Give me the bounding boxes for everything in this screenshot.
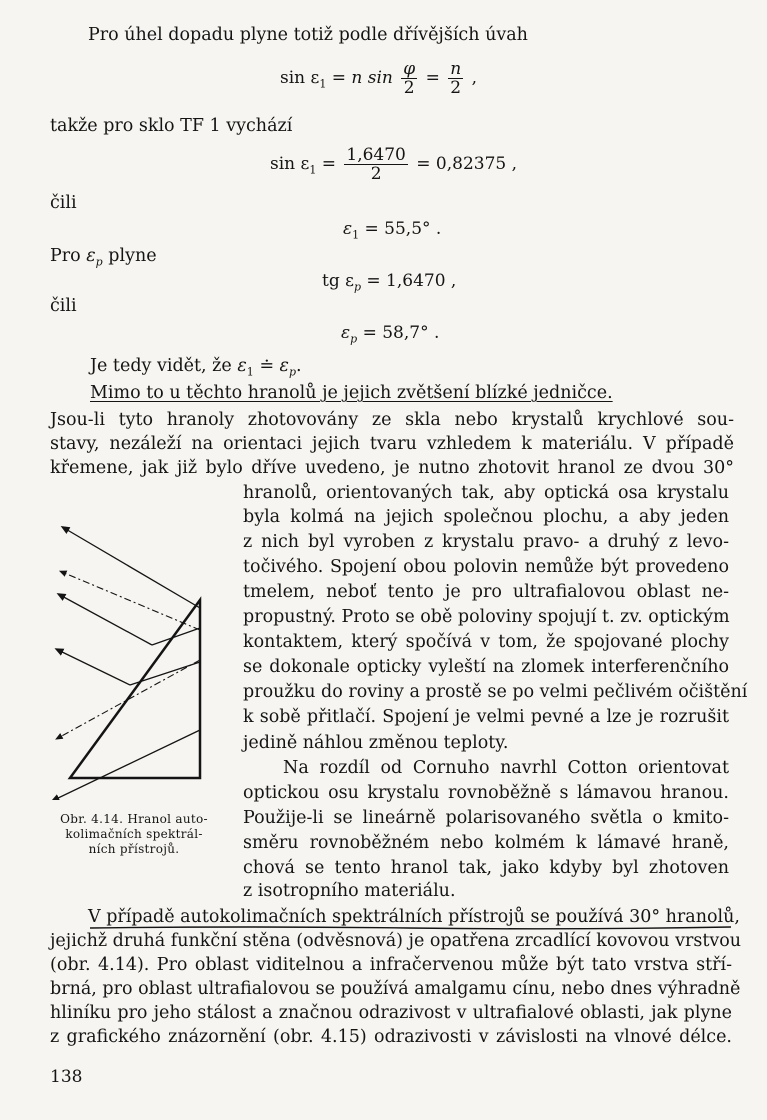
- text-line: točivého. Spojení obou polovin nemůže být provedeno: [243, 557, 729, 577]
- equation-incidence-angle: $\sin \varepsilon_1 = n$ sin $\frac{\varphi}{2}$ = $\frac{n}{2}$ ,: [280, 59, 477, 98]
- text-line: Použije-li se lineárně polarisovaného světla o kmito-: [243, 808, 729, 828]
- text-line: Jsou-li tyto hranoly zhotovovány ze skla nebo krystalů krychlové sou-: [50, 410, 734, 430]
- ray-line: [152, 628, 200, 645]
- figure-caption: Obr. 4.14. Hranol auto- kolimačních spektrál- ních přístrojů.: [60, 812, 208, 856]
- text-line: tmelem, neboť tento je pro ultrafialovou oblast ne-: [243, 582, 729, 602]
- text-line: propustný. Proto se obě poloviny spojují t. zv. optickým: [243, 607, 730, 627]
- text-line: se dokonale opticky vyleští na zlomek interferenčního: [243, 657, 729, 677]
- text-line: brná, pro oblast ultrafialovou se používá amalgamu cínu, nebo dnes výhradně: [50, 979, 741, 999]
- text-line: takže pro sklo TF 1 vychází: [50, 116, 293, 136]
- ray-line: [58, 650, 130, 685]
- ray-line: [58, 660, 200, 738]
- ray-line: [64, 528, 200, 608]
- equation-sin-value: $\sin \varepsilon_1$ = $\frac{1,6470}{2}$ = 0,82375 ,: [270, 145, 518, 184]
- text-line: optickou osu krystalu rovnoběžně s lámavou hranou.: [243, 783, 729, 803]
- prism-outline: [70, 600, 200, 778]
- underlined-sentence: V případě autokolimačních spektrálních přístrojů se používá 30° hranolů,: [88, 907, 740, 927]
- text-line: Na rozdíl od Cornuho navrhl Cotton orientovat: [283, 758, 729, 778]
- ray-line: [60, 595, 152, 645]
- text-line: hliníku pro jeho stálost a značnou odrazivost v ultrafialové oblasti, jak plyne: [50, 1003, 732, 1023]
- ray-line: [62, 572, 200, 630]
- text-line: byla kolmá na jejich společnou plochu, a aby jeden: [243, 507, 729, 527]
- underlined-sentence: Mimo to u těchto hranolů je jejich zvětšení blízké jedničce.: [90, 383, 613, 403]
- text-line: čili: [50, 296, 77, 316]
- text-line: jejichž druhá funkční stěna (odvěsnová) je opatřena zrcadlící kovovou vrstvou: [50, 931, 742, 951]
- text-line: k sobě přitlačí. Spojení je velmi pevné a lze je rozrušit: [243, 707, 729, 727]
- equation-epsilon-one: $\varepsilon_1 = 55,5^\circ$ .: [343, 219, 442, 242]
- hand-underline: [88, 925, 733, 931]
- text-line: Pro $\varepsilon_p$ plyne: [50, 246, 157, 269]
- page-number: 138: [50, 1067, 83, 1087]
- text-line: křemene, jak již bylo dříve uvedeno, je nutno zhotovit hranol ze dvou 30°: [50, 458, 734, 478]
- text-line: směru rovnoběžném nebo kolmém k lámavé hraně,: [243, 833, 729, 853]
- text-line: z grafického znázornění (obr. 4.15) odrazivosti v závislosti na vlnové délce.: [50, 1027, 732, 1047]
- text-line: jedině náhlou změnou teploty.: [243, 733, 509, 753]
- text-line: hranolů, orientovaných tak, aby optická osa krystalu: [243, 483, 729, 503]
- text-line: čili: [50, 193, 77, 213]
- text-line: proužku do roviny a prostě se po velmi pečlivém očištění: [243, 682, 748, 702]
- equation-epsilon-p: $\varepsilon_p = 58,7^\circ$ .: [341, 323, 440, 346]
- text-line: Pro úhel dopadu plyne totiž podle dřívějších úvah: [88, 25, 528, 45]
- text-line: Je tedy vidět, že $\varepsilon_1$ ≐ $\varepsilon_p$.: [90, 356, 302, 379]
- prism-figure: [40, 520, 210, 800]
- text-line: z nich byl vyroben z krystalu pravo- a druhý z levo-: [243, 532, 729, 552]
- ray-line: [54, 730, 200, 800]
- equation-tangent: tg $\varepsilon_p = 1,6470$ ,: [322, 271, 457, 294]
- text-line: (obr. 4.14). Pro oblast viditelnou a infračervenou může být tato vrstva stří-: [50, 955, 732, 975]
- text-line: z isotropního materiálu.: [243, 881, 456, 901]
- text-line: stavy, nezáleží na orientaci jejich tvaru vzhledem k materiálu. V případě: [50, 434, 734, 454]
- text-line: chová se tento hranol tak, jako kdyby byl zhotoven: [243, 858, 729, 878]
- text-line: kontaktem, který spočívá v tom, že spojované plochy: [243, 632, 729, 652]
